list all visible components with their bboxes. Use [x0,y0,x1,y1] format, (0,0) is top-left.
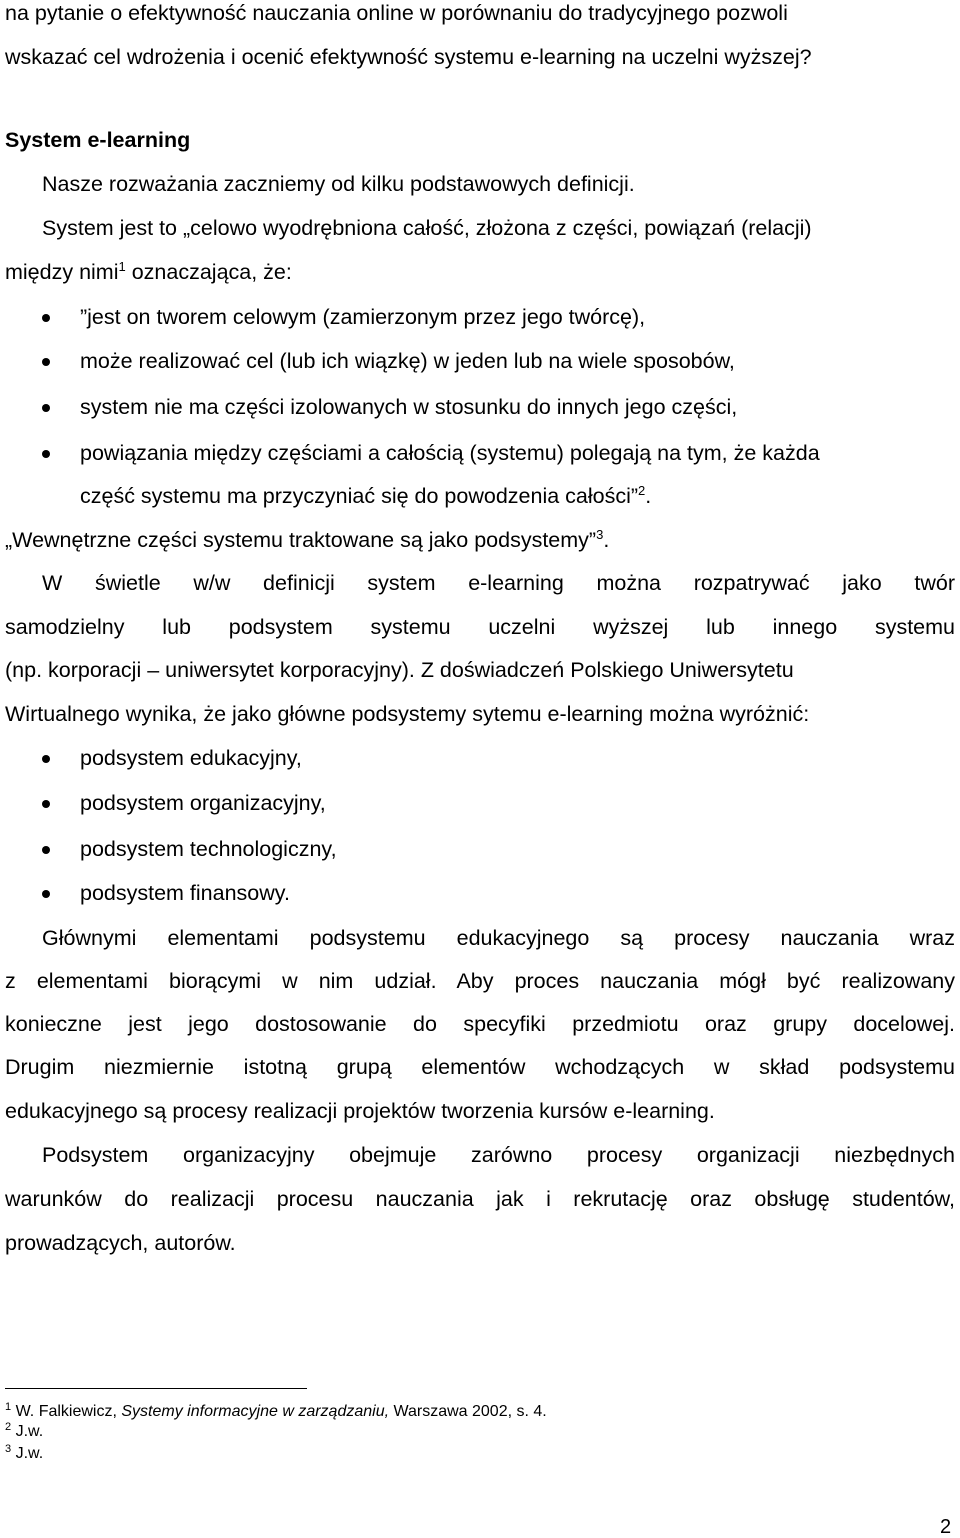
body-text-line: System jest to „celowo wyodrębniona całość, złożona z części, powiązań (relacji) [42,216,812,240]
body-text-line: „Wewnętrzne części systemu traktowane są jako podsystemy”$^3$. [5,527,610,552]
footnote: $^3$ J.w. [5,1443,44,1462]
bullet-icon [42,314,50,322]
page-number: 2 [940,1516,952,1538]
list-item: podsystem finansowy. [80,881,290,905]
body-text-line: samodzielny lub podsystem systemu uczelni wyższej lub innego systemu [5,615,955,639]
body-text-line: prowadzących, autorów. [5,1231,236,1255]
list-item: podsystem edukacyjny, [80,746,302,770]
bullet-icon [42,358,50,366]
body-text-line: wskazać cel wdrożenia i ocenić efektywność systemu e-learning na uczelni wyższej? [5,45,812,69]
list-item: podsystem organizacyjny, [80,791,326,815]
body-text-line: na pytanie o efektywność nauczania online w porównaniu do tradycyjnego pozwoli [5,1,788,25]
body-text-line: Wirtualnego wynika, że jako główne podsystemy sytemu e-learning można wyróżnić: [5,702,810,726]
footnote: $^2$ J.w. [5,1421,44,1440]
list-item: system nie ma części izolowanych w stosunku do innych jego części, [80,395,738,419]
body-text-line: Podsystem organizacyjny obejmuje zarówno procesy organizacji niezbędnych [42,1143,955,1167]
footnote-ref: 2 [638,483,646,498]
footnote-ref: 1 [118,259,126,274]
body-text-line: Drugim niezmiernie istotną grupą elementów wchodzących w skład podsystemu [5,1055,955,1079]
bullet-icon [42,890,50,898]
list-item: ”jest on tworem celowym (zamierzonym przez jego twórcę), [80,305,646,329]
body-text-line: Nasze rozważania zaczniemy od kilku podstawowych definicji. [42,172,635,196]
section-heading: System e-learning [5,128,191,152]
list-item: podsystem technologiczny, [80,837,337,861]
bullet-icon [42,800,50,808]
body-text-line: między nimi$^1$ oznaczająca, że: [5,259,292,284]
body-text-line: (np. korporacji – uniwersytet korporacyjny). Z doświadczeń Polskiego Uniwersytetu [5,658,794,682]
bullet-icon [42,755,50,763]
list-item: powiązania między częściami a całością (systemu) polegają na tym, że każda [80,441,820,465]
body-text-line: Głównymi elementami podsystemu edukacyjnego są procesy nauczania wraz [42,926,955,950]
footnote-ref: 3 [596,527,604,542]
bullet-icon [42,450,50,458]
footnote-separator [5,1388,307,1389]
body-text-line: konieczne jest jego dostosowanie do specyfiki przedmiotu oraz grupy docelowej. [5,1012,955,1036]
body-text-line: z elementami biorącymi w nim udział. Aby proces nauczania mógł być realizowany [5,969,955,993]
bullet-icon [42,404,50,412]
body-text-line: W świetle w/w definicji system e-learning można rozpatrywać jako twór [42,571,955,595]
body-text-line: warunków do realizacji procesu nauczania jak i rekrutację oraz obsługę studentów, [5,1187,955,1211]
footnote: $^1$ W. Falkiewicz, Systemy informacyjne w zarządzaniu, Warszawa 2002, s. 4. [5,1401,547,1420]
list-item: może realizować cel (lub ich wiązkę) w jeden lub na wiele sposobów, [80,349,735,373]
body-text-line: edukacyjnego są procesy realizacji projektów tworzenia kursów e-learning. [5,1099,715,1123]
bullet-icon [42,846,50,854]
list-item-continuation: część systemu ma przyczyniać się do powodzenia całości”$^2$. [80,483,652,508]
